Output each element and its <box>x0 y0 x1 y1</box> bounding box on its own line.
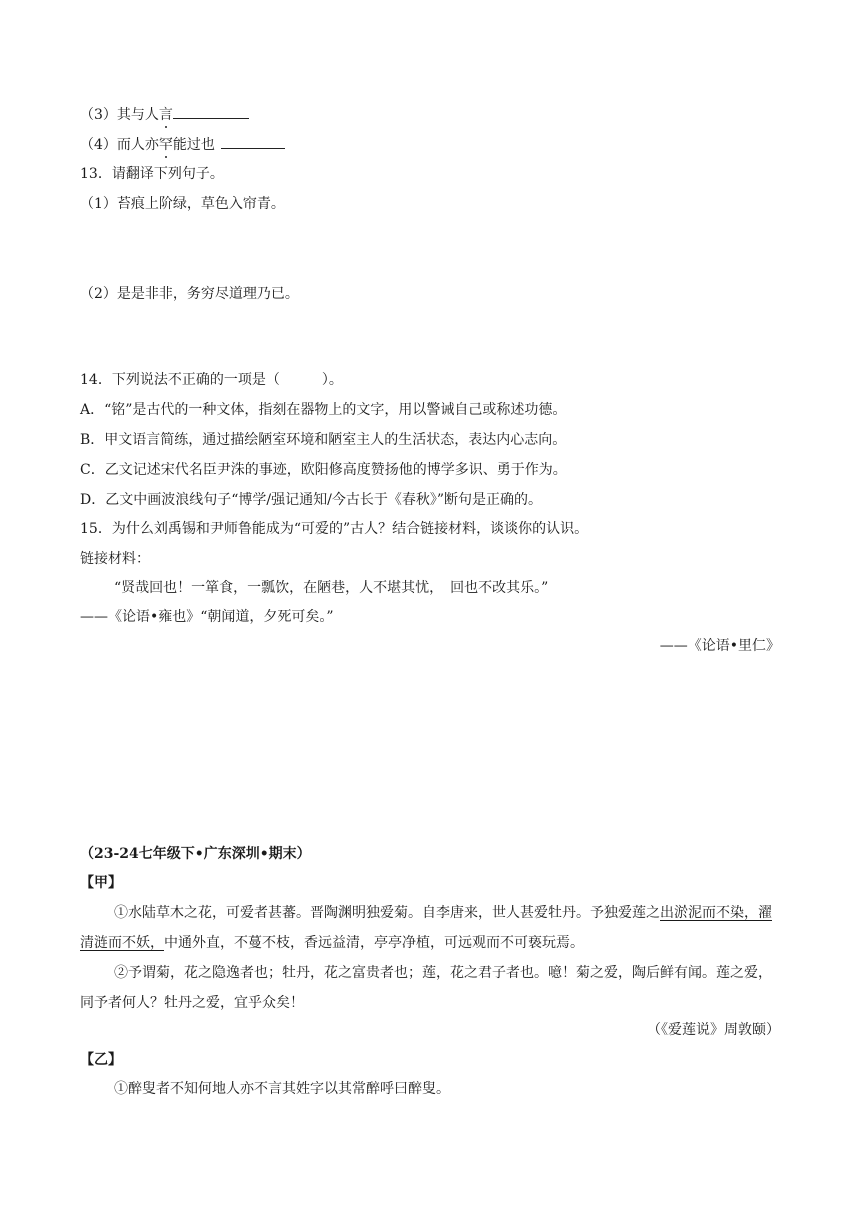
q14-option-d: D．乙文中画波浪线句子“博学/强记通知/今古长于《春秋》”断句是正确的。 <box>80 492 542 508</box>
q15-link-label: 链接材料： <box>80 551 150 567</box>
underlined-phrase: 出淤泥而不染，濯清涟而不妖， <box>80 905 772 951</box>
q15-quote-2: ——《论语•雍也》“朝闻道，夕死可矣。” <box>80 609 334 625</box>
emphasis-char: 言 <box>158 107 173 123</box>
answer-blank[interactable] <box>173 104 249 119</box>
q13-item-1: （1）苔痕上阶绿，草色入帘青。 <box>80 196 285 212</box>
q14-title: 14．下列说法不正确的一项是（ ）。 <box>80 372 343 388</box>
q12-item-4: （4）而人亦罕能过也 <box>80 134 285 155</box>
passage-jia-paragraph-1: ①水陆草木之花，可爱者甚蕃。晋陶渊明独爱菊。自李唐来，世人甚爱牡丹。予独爱莲之出淤泥而不染，濯清涟而不妖，中通外直，不蔓不枝，香远益清，亭亭净植，可远观而不可亵玩焉。 <box>80 905 772 951</box>
emphasis-char: 罕 <box>158 137 173 153</box>
q14-option-a: A．“铭”是古代的一种文体，指刻在器物上的文字，用以警诫自己或称述功德。 <box>80 402 567 418</box>
q15-source: ——《论语•里仁》 <box>659 638 780 654</box>
passage-jia-paragraph-2: ②予谓菊，花之隐逸者也；牡丹，花之富贵者也；莲，花之君子者也。噫！菊之爱，陶后鲜有闻。莲之爱，同予者何人？牡丹之爱，宜乎众矣！ <box>80 965 772 1011</box>
q14-option-c: C．乙文记述宋代名臣尹洙的事迹，欧阳修高度赞扬他的博学多识、勇于作为。 <box>80 462 567 478</box>
passage-yi-label: 【乙】 <box>80 1052 122 1068</box>
q14-option-b: B．甲文语言简练，通过描绘陋室环境和陋室主人的生活状态，表达内心志向。 <box>80 432 567 448</box>
passage-header: （23-24七年级下•广东深圳•期末） <box>80 846 311 862</box>
passage-yi-paragraph-1: ①醉叟者不知何地人亦不言其姓字以其常醉呼曰醉叟。 <box>114 1081 450 1097</box>
passage-jia-source: （《爱莲说》周敦颐） <box>647 1022 780 1038</box>
q13-title: 13．请翻译下列句子。 <box>80 166 224 182</box>
q15-title: 15．为什么刘禹锡和尹师鲁能成为“可爱的”古人？结合链接材料，谈谈你的认识。 <box>80 521 589 537</box>
q15-quote-1: “贤哉回也！一箪食，一瓢饮，在陋巷，人不堪其忧， 回也不改其乐。” <box>114 580 549 596</box>
passage-jia-label: 【甲】 <box>80 875 122 891</box>
q13-item-2: （2）是是非非，务穷尽道理乃已。 <box>80 286 299 302</box>
answer-blank[interactable] <box>221 134 285 149</box>
q12-item-3: （3）其与人言 <box>80 104 249 125</box>
